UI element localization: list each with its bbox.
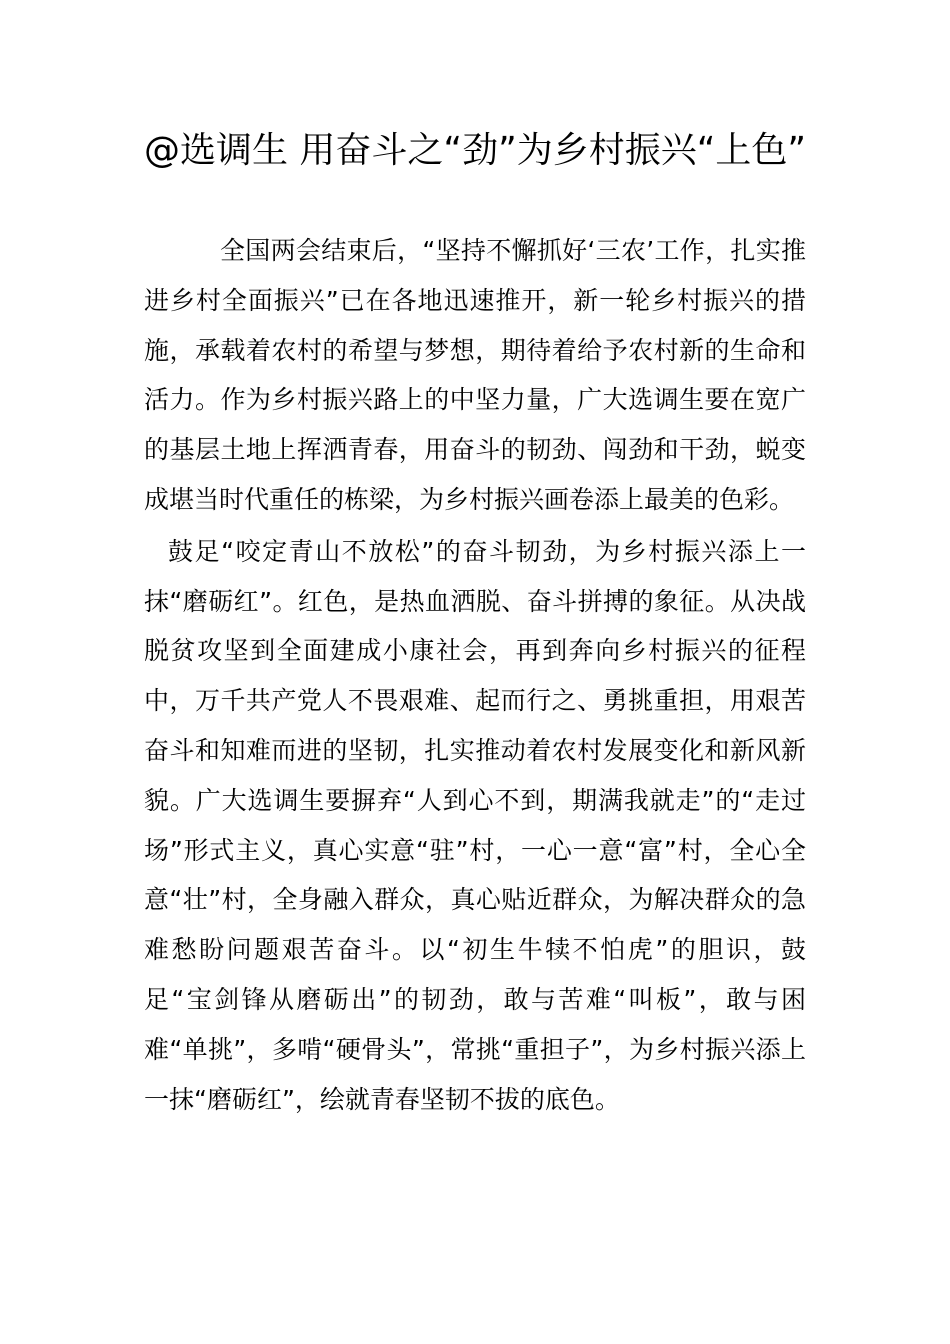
paragraph-mojing-red: 鼓足“咬定青山不放松”的奋斗韧劲，为乡村振兴添上一抹“磨砺红”。红色，是热血洒脱、奋斗拼搏的象征。从决战脱贫攻坚到全面建成小康社会，再到奔向乡村振兴的征程中，万千共产党人不畏艰难、起而行之、勇挑重担，用艰苦奋斗和知难而进的坚韧，扎实推动着农村发展变化和新风新貌。广大选调生要摒弃“人到心不到，期满我就走”的“走过场”形式主义，真心实意“驻”村，一心一意“富”村，全心全意“壮”村，全身融入群众，真心贴近群众，为解决群众的急难愁盼问题艰苦奋斗。以“初生牛犊不怕虎”的胆识，鼓足“宝剑锋从磨砺出”的韧劲，敢与苦难“叫板”，敢与困难“单挑”，多啃“硬骨头”，常挑“重担子”，为乡村振兴添上一抹“磨砺红”，绘就青春坚韧不拔的底色。 [144,536,806,1114]
document-body [144,226,806,1124]
document-title: @选调生 用奋斗之“劲”为乡村振兴“上色” [143,130,807,171]
paragraph-intro: 全国两会结束后，“坚持不懈抓好‘三农’工作，扎实推进乡村全面振兴”已在各地迅速推开，新一轮乡村振兴的措施，承载着农村的希望与梦想，期待着给予农村新的生命和活力。作为乡村振兴路上的中坚力量，广大选调生要在宽广的基层土地上挥洒青春，用奋斗的韧劲、闯劲和干劲，蜕变成堪当时代重任的栋梁，为乡村振兴画卷添上最美的色彩。 [144,236,806,514]
